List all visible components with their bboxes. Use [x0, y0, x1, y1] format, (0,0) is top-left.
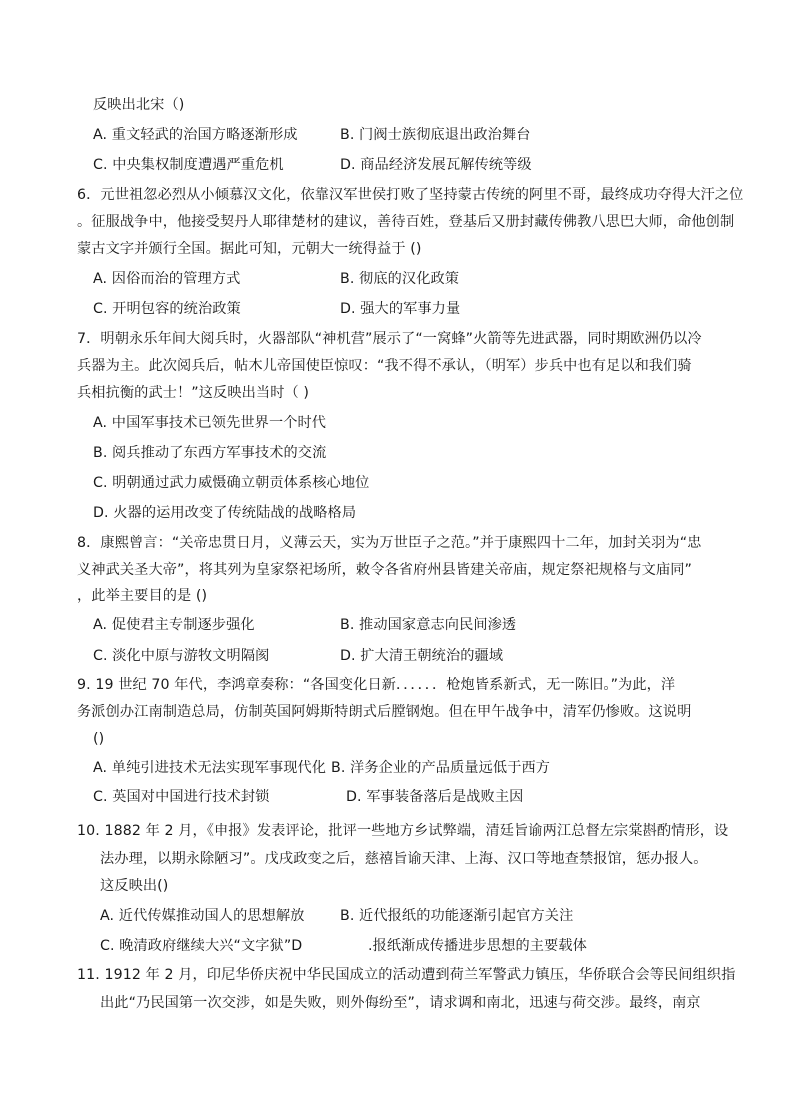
q7-option-a: A. 中国军事技术已领先世界一个时代	[93, 415, 327, 431]
q6-option-b: B. 彻底的汉化政策	[340, 271, 460, 287]
q10-option-b: B. 近代报纸的功能逐渐引起官方关注	[340, 908, 574, 924]
q8-line-1: 8．康熙曾言：“关帝忠贯日月，义薄云天，实为万世臣子之范。”并于康熙四十二年，加封关羽为“忠	[77, 535, 702, 551]
q10-option-c: C. 晚清政府继续大兴“文字狱”D	[100, 938, 303, 954]
q8-line-2: 义神武关圣大帝”，将其列为皇家祭祀场所，敕令各省府州县皆建关帝庙，规定祭祀规格与文庙同”	[77, 562, 692, 578]
q9-option-d: D. 军事装备落后是战败主因	[346, 789, 524, 805]
q8-option-d: D. 扩大清王朝统治的疆域	[340, 648, 504, 664]
q7-option-b: B. 阅兵推动了东西方军事技术的交流	[93, 445, 327, 461]
q9-option-a: A. 单纯引进技术无法实现军事现代化	[93, 760, 327, 776]
q9-line-3: ()	[93, 731, 105, 747]
q11-line-1: 11. 1912 年 2 月，印尼华侨庆祝中华民国成立的活动遭到荷兰军警武力镇压，华侨联合会等民间组织指	[77, 967, 736, 983]
q10-line-2: 法办理，以期永除陋习”。戊戌政变之后，慈禧旨谕天津、上海、汉口等地查禁报馆，惩办报人。	[100, 851, 708, 867]
q10-option-a: A. 近代传媒推动国人的思想解放	[100, 908, 305, 924]
q5-option-d: D. 商品经济发展瓦解传统等级	[340, 157, 532, 173]
q5-option-c: C. 中央集权制度遭遇严重危机	[93, 157, 284, 173]
q9-option-c: C. 英国对中国进行技术封锁	[93, 789, 270, 805]
q6-line-1: 6．元世祖忽必烈从小倾慕汉文化，依靠汉军世侯打败了坚持蒙古传统的阿里不哥，最终成功夺得大汗之位	[77, 187, 744, 203]
q8-option-b: B. 推动国家意志向民间渗透	[340, 617, 517, 633]
q7-line-2: 兵器为主。此次阅兵后，帖木儿帝国使臣惊叹：“我不得不承认，（明军）步兵中也有足以和我们骑	[77, 358, 692, 374]
q5-option-b: B. 门阀士族彻底退出政治舞台	[340, 127, 531, 143]
q8-option-c: C. 淡化中原与游牧文明隔阂	[93, 648, 270, 664]
q8-line-3: ，此举主要目的是 ()	[77, 588, 208, 604]
q10-line-1: 10. 1882 年 2 月，《申报》发表评论，批评一些地方乡试弊端，清廷旨谕两江总督左宗棠斟酌情形，设	[77, 823, 729, 839]
q6-line-3: 蒙古文字并颁行全国。据此可知，元朝大一统得益于 ()	[77, 241, 422, 257]
q10-option-d: .报纸渐成传播进步思想的主要载体	[368, 938, 587, 954]
q9-line-1: 9. 19 世纪 70 年代，李鸿章奏称：“各国变化日新．．．．．．枪炮皆系新式，无一陈旧。”为此，洋	[77, 677, 676, 693]
q5-line: 反映出北宋（)	[93, 97, 185, 113]
q9-line-2: 务派创办江南制造总局，仿制英国阿姆斯特朗式后膛钢炮。但在甲午战争中，清军仍惨败。这说明	[77, 704, 692, 720]
q7-line-3: 兵相抗衡的武士！”这反映出当时（ )	[77, 385, 310, 401]
q11-line-2: 出此“乃民国第一次交涉，如是失败，则外侮纷至”，请求调和南北，迅速与荷交涉。最终，南京	[100, 995, 701, 1011]
q7-option-c: C. 明朝通过武力威慑确立朝贡体系核心地位	[93, 475, 370, 491]
q9-option-b: B. 洋务企业的产品质量远低于西方	[331, 760, 551, 776]
q6-option-a: A. 因俗而治的管理方式	[93, 271, 241, 287]
q5-option-a: A. 重文轻武的治国方略逐渐形成	[93, 127, 298, 143]
q7-option-d: D. 火器的运用改变了传统陆战的战略格局	[93, 505, 357, 521]
q8-option-a: A. 促使君主专制逐步强化	[93, 617, 255, 633]
q6-option-d: D. 强大的军事力量	[340, 301, 461, 317]
q10-line-3: 这反映出()	[100, 878, 169, 894]
q6-line-2: 。征服战争中，他接受契丹人耶律楚材的建议，善待百姓，登基后又册封藏传佛教八思巴大师，命他创制	[77, 214, 735, 230]
q7-line-1: 7．明朝永乐年间大阅兵时，火器部队“神机营”展示了“一窝蜂”火箭等先进武器，同时期欧洲仍以冷	[77, 331, 702, 347]
q6-option-c: C. 开明包容的统治政策	[93, 301, 241, 317]
